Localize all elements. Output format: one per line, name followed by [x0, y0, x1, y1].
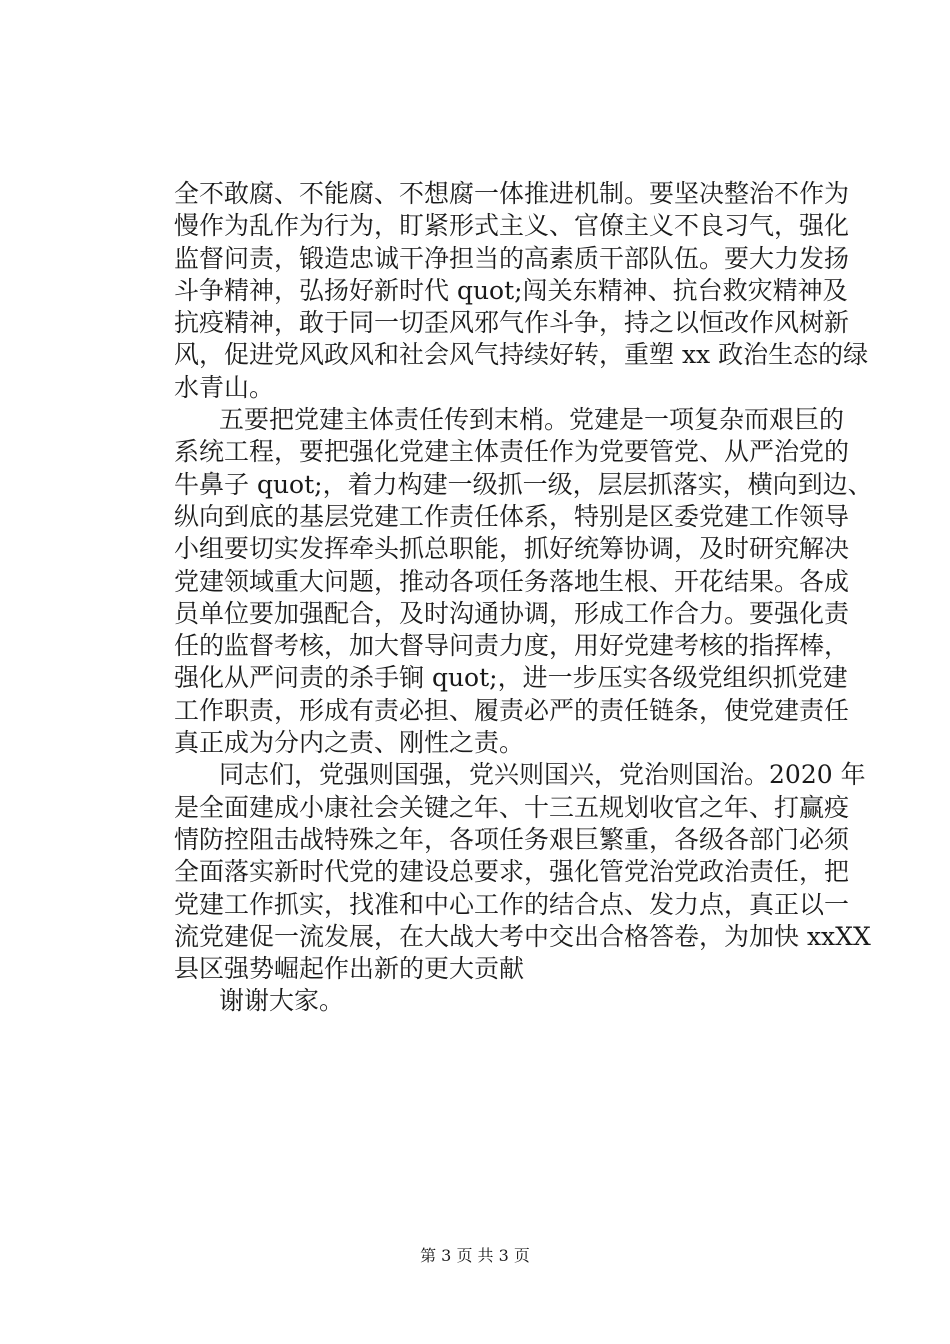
- text-line: 全不敢腐、不能腐、不想腐一体推进机制。要坚决整治不作为: [174, 179, 850, 208]
- text-line: 党建工作抓实，找准和中心工作的结合点、发力点，真正以一: [174, 889, 850, 919]
- text-line: 情防控阻击战特殊之年，各项任务艰巨繁重，各级各部门必须: [174, 824, 850, 854]
- text-line: 风，促进党风政风和社会风气持续好转，重塑 xx 政治生态的绿: [174, 340, 869, 370]
- text-line: 小组要切实发挥牵头抓总职能，抓好统筹协调，及时研究解决: [174, 534, 850, 564]
- page-footer: [0, 1243, 950, 1266]
- text-line: 流党建促一流发展，在大战大考中交出合格答卷，为加快 xxXX: [174, 921, 871, 951]
- body-text: [174, 178, 873, 1018]
- text-line: 纵向到底的基层党建工作责任体系，特别是区委党建工作领导: [174, 501, 850, 531]
- text-line: 任的监督考核，加大督导问责力度，用好党建考核的指挥棒，: [174, 631, 850, 661]
- text-line: 全面落实新时代党的建设总要求，强化管党治党政治责任，把: [174, 857, 850, 887]
- text-line: 真正成为分内之责、刚性之责。: [174, 728, 525, 758]
- text-line: 系统工程，要把强化党建主体责任作为党要管党、从严治党的: [174, 437, 850, 467]
- text-line: 县区强势崛起作出新的更大贡献: [174, 954, 525, 984]
- text-line: 是全面建成小康社会关键之年、十三五规划收官之年、打赢疫: [174, 792, 850, 822]
- text-line: 牛鼻子 quot;，着力构建一级抓一级，层层抓落实，横向到边、: [174, 469, 873, 499]
- paragraph-start-line: 同志们，党强则国强，党兴则国兴，党治则国治。2020 年: [219, 760, 866, 790]
- paragraph-start-line: 五要把党建主体责任传到末梢。党建是一项复杂而艰巨的: [219, 405, 845, 435]
- text-line: 员单位要加强配合，及时沟通协调，形成工作合力。要强化责: [174, 598, 850, 628]
- text-line: 斗争精神，弘扬好新时代 quot;闯关东精神、抗台救灾精神及: [174, 275, 848, 305]
- text-line: 党建领域重大问题，推动各项任务落地生根、开花结果。各成: [174, 566, 850, 596]
- text-line: 强化从严问责的杀手锏 quot;，进一步压实各级党组织抓党建: [174, 663, 848, 693]
- text-line: 慢作为乱作为行为，盯紧形式主义、官僚主义不良习气，强化: [174, 211, 850, 241]
- text-line: 监督问责，锻造忠诚干净担当的高素质干部队伍。要大力发扬: [174, 243, 850, 273]
- text-line: 水青山。: [174, 372, 275, 402]
- closing-line: 谢谢大家。: [219, 986, 345, 1016]
- page-number-label: 第 3 页 共 3 页: [420, 1246, 530, 1265]
- text-line: 抗疫精神，敢于同一切歪风邪气作斗争，持之以恒改作风树新: [174, 308, 850, 338]
- text-line: 工作职责，形成有责必担、履责必严的责任链条，使党建责任: [174, 695, 850, 725]
